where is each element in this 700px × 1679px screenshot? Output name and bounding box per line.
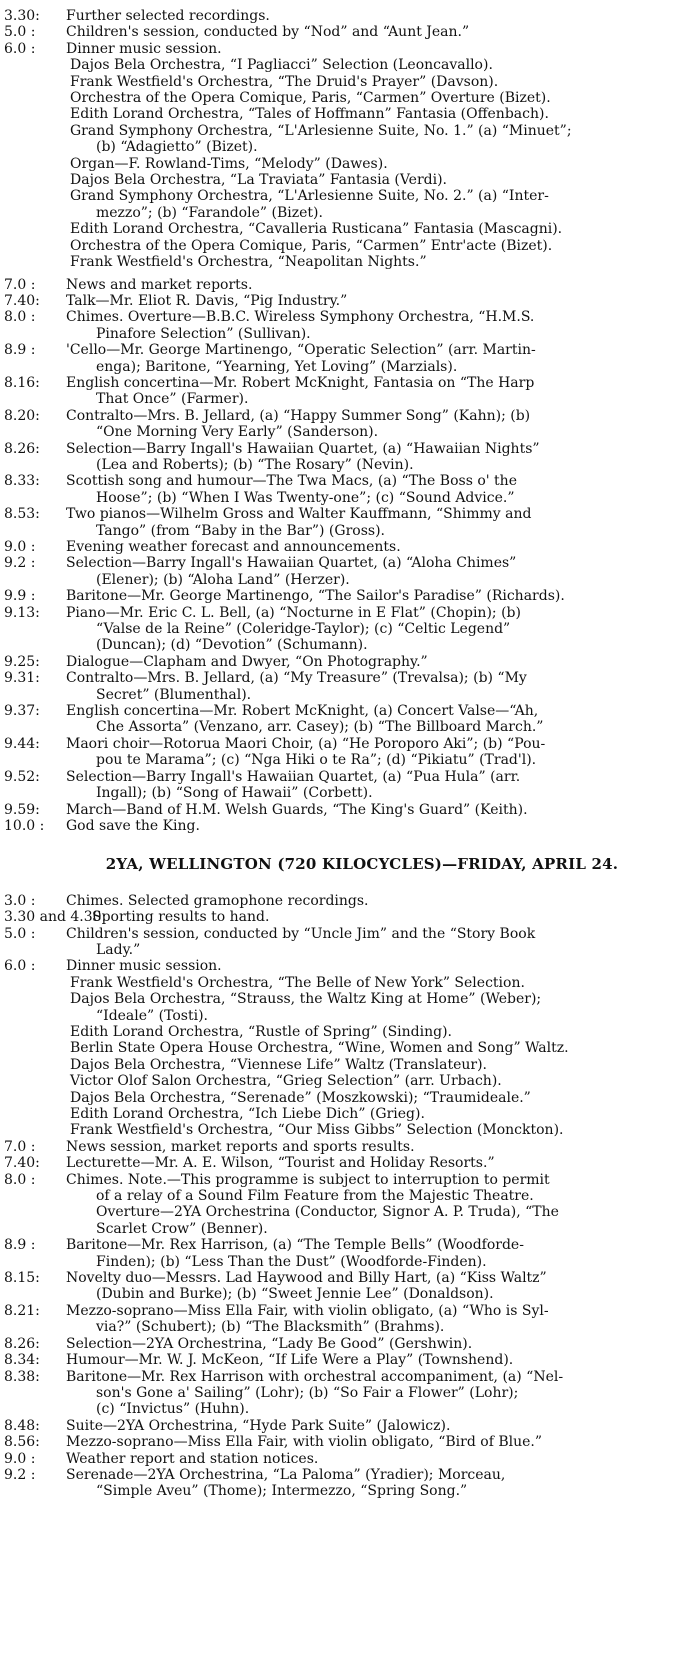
entry-text — [66, 1369, 690, 1418]
entry-time: 8.9 : — [4, 342, 36, 359]
entry-line: News session, market reports and sports results. — [66, 1138, 415, 1155]
entry-line: English concertina—Mr. Robert McKnight, (a) Concert Valse—“Ah, — [66, 703, 539, 720]
entry-line: pou te Marama”; (c) “Nga Hiki o te Ra”; (d) “Pikiatu” (Trad'l). — [96, 752, 537, 769]
entry-line: Chimes. Overture—B.B.C. Wireless Symphony Orchestra, “H.M.S. — [66, 309, 535, 326]
programme-entry — [4, 605, 690, 654]
programme-entry — [4, 1369, 690, 1418]
programme-entry — [4, 41, 690, 271]
entry-line: Lecturette—Mr. A. E. Wilson, “Tourist and Holiday Resorts.” — [66, 1155, 495, 1172]
entry-text — [66, 802, 690, 818]
entry-line: Chimes. Selected gramophone recordings. — [66, 892, 369, 909]
entry-line: Edith Lorand Orchestra, “Cavalleria Rusticana” Fantasia (Mascagni). — [70, 221, 563, 238]
entry-line: Scarlet Crow” (Benner). — [96, 1220, 268, 1237]
entry-time: 3.30 and 4.30: — [4, 909, 107, 926]
programme-entry — [4, 555, 690, 588]
entry-line: Dinner music session. — [66, 40, 222, 57]
entry-time: 9.52: — [4, 768, 40, 785]
entry-line: That Once” (Farmer). — [96, 391, 249, 408]
entry-text — [66, 1172, 690, 1238]
entry-line: Novelty duo—Messrs. Lad Haywood and Billy Hart, (a) “Kiss Waltz” — [66, 1270, 547, 1287]
entry-text — [66, 8, 690, 24]
entry-line: Dajos Bela Orchestra, “Serenade” (Moszkowski); “Traumideale.” — [70, 1089, 531, 1106]
entry-text — [66, 1303, 690, 1336]
entry-line: (Elener); (b) “Aloha Land” (Herzer). — [96, 571, 350, 588]
entry-time: 3.0 : — [4, 892, 36, 909]
programme-section-1yA — [4, 8, 690, 834]
entry-line: Two pianos—Wilhelm Gross and Walter Kauffmann, “Shimmy and — [66, 506, 532, 523]
entry-line: Mezzo-soprano—Miss Ella Fair, with violin obligato, (a) “Who is Syl- — [66, 1302, 549, 1319]
programme-entry — [4, 1434, 690, 1450]
entry-line: Hoose”; (b) “When I Was Twenty-one”; (c) “Sound Advice.” — [96, 489, 515, 506]
entry-line: Talk—Mr. Eliot R. Davis, “Pig Industry.” — [66, 292, 348, 309]
entry-time: 8.33: — [4, 473, 40, 490]
entry-line: Baritone—Mr. Rex Harrison, (a) “The Temple Bells” (Woodforde- — [66, 1237, 524, 1254]
entry-line: Orchestra of the Opera Comique, Paris, “Carmen” Overture (Bizet). — [70, 90, 551, 107]
entry-text — [66, 375, 690, 408]
programme-entry — [4, 408, 690, 441]
entry-text — [66, 473, 690, 506]
programme-entry — [4, 8, 690, 24]
entry-text — [66, 24, 690, 40]
programme-entry — [4, 309, 690, 342]
entry-text — [66, 605, 690, 654]
programme-entry — [4, 654, 690, 670]
programme-entry — [4, 670, 690, 703]
entry-time: 7.40: — [4, 1155, 40, 1172]
entry-time: 9.25: — [4, 653, 40, 670]
programme-section-2ya — [4, 893, 690, 1500]
entry-text — [92, 909, 690, 925]
programme-entry — [4, 1155, 690, 1171]
entry-line: Tango” (from “Baby in the Bar”) (Gross). — [96, 522, 385, 539]
entry-text — [66, 441, 690, 474]
entry-time: 5.0 : — [4, 24, 36, 41]
entry-text — [66, 670, 690, 703]
programme-entry — [4, 1352, 690, 1368]
programme-entry — [4, 703, 690, 736]
entry-text — [66, 1467, 690, 1500]
entry-text — [66, 293, 690, 309]
entry-line: Selection—Barry Ingall's Hawaiian Quartet, (a) “Pua Hula” (arr. — [66, 768, 521, 785]
entry-text — [66, 818, 690, 834]
programme-entry — [4, 1270, 690, 1303]
entry-line: Edith Lorand Orchestra, “Rustle of Spring” (Sinding). — [70, 1023, 452, 1040]
entry-time: 9.44: — [4, 735, 40, 752]
entry-time: 9.0 : — [4, 1450, 36, 1467]
entry-time: 9.31: — [4, 670, 40, 687]
programme-entry — [4, 1418, 690, 1434]
entry-line: Che Assorta” (Venzano, arr. Casey); (b) “The Billboard March.” — [96, 719, 544, 736]
entry-line: Serenade—2YA Orchestrina, “La Paloma” (Yradier); Morceau, — [66, 1466, 506, 1483]
entry-line: News and market reports. — [66, 276, 253, 293]
entry-line: Further selected recordings. — [66, 8, 270, 24]
entry-time: 8.21: — [4, 1302, 40, 1319]
entry-time: 5.0 : — [4, 925, 36, 942]
entry-line: Secret” (Blumenthal). — [96, 686, 252, 703]
entry-line: Baritone—Mr. Rex Harrison with orchestral accompaniment, (a) “Nel- — [66, 1368, 564, 1385]
programme-entry — [4, 818, 690, 834]
programme-entry — [4, 893, 690, 909]
entry-text — [66, 1418, 690, 1434]
entry-line: Sporting results to hand. — [92, 909, 270, 926]
entry-text — [66, 703, 690, 736]
entry-text — [66, 506, 690, 539]
entry-line: (Dubin and Burke); (b) “Sweet Jennie Lee” (Donaldson). — [96, 1286, 494, 1303]
programme-entry — [4, 539, 690, 555]
entry-line: Berlin State Opera House Orchestra, “Wine, Women and Song” Waltz. — [70, 1040, 569, 1057]
entry-time: 8.16: — [4, 374, 40, 391]
entry-time: 7.40: — [4, 292, 40, 309]
entry-line: Children's session, conducted by “Nod” and “Aunt Jean.” — [66, 24, 470, 41]
programme-entry — [4, 1172, 690, 1238]
entry-time: 8.20: — [4, 407, 40, 424]
entry-text — [66, 1336, 690, 1352]
programme-entry — [4, 342, 690, 375]
entry-line: Chimes. Note.—This programme is subject to interruption to permit — [66, 1171, 550, 1188]
entry-line: Frank Westfield's Orchestra, “The Belle of New York” Selection. — [70, 974, 525, 991]
entry-time: 7.0 : — [4, 1138, 36, 1155]
entry-text — [66, 41, 690, 271]
entry-text — [66, 539, 690, 555]
station-heading: 2YA, WELLINGTON (720 KILOCYCLES)—FRIDAY, APRIL 24. — [105, 855, 619, 874]
programme-entry — [4, 506, 690, 539]
programme-entry — [4, 1451, 690, 1467]
entry-line: Organ—F. Rowland-Tims, “Melody” (Dawes). — [70, 155, 388, 172]
entry-time: 9.2 : — [4, 1466, 36, 1483]
programme-entry — [4, 588, 690, 604]
entry-line: Contralto—Mrs. B. Jellard, (a) “Happy Summer Song” (Kahn); (b) — [66, 407, 531, 424]
entry-text — [66, 926, 690, 959]
entry-line: Children's session, conducted by “Uncle Jim” and the “Story Book — [66, 925, 536, 942]
entry-line: Edith Lorand Orchestra, “Tales of Hoffmann” Fantasia (Offenbach). — [70, 106, 549, 123]
entry-time: 7.0 : — [4, 276, 36, 293]
entry-time: 8.56: — [4, 1434, 40, 1451]
entry-time: 8.26: — [4, 440, 40, 457]
entry-line: Dajos Bela Orchestra, “I Pagliacci” Selection (Leoncavallo). — [70, 57, 493, 74]
programme-entry — [4, 375, 690, 408]
entry-time: 6.0 : — [4, 40, 36, 57]
entry-line: via?” (Schubert); (b) “The Blacksmith” (Brahms). — [96, 1319, 445, 1336]
entry-line: Frank Westfield's Orchestra, “Neapolitan Nights.” — [70, 254, 427, 271]
entry-time: 8.0 : — [4, 1171, 36, 1188]
entry-line: Piano—Mr. Eric C. L. Bell, (a) “Nocturne in E Flat” (Chopin); (b) — [66, 604, 521, 621]
entry-line: Dajos Bela Orchestra, “Viennese Life” Waltz (Translateur). — [70, 1056, 487, 1073]
entry-line: Suite—2YA Orchestrina, “Hyde Park Suite” (Jalowicz). — [66, 1417, 451, 1434]
entry-line: (Lea and Roberts); (b) “The Rosary” (Nevin). — [96, 456, 414, 473]
entry-time: 9.13: — [4, 604, 40, 621]
entry-text — [66, 277, 690, 293]
entry-time: 10.0 : — [4, 817, 45, 834]
programme-entry — [4, 24, 690, 40]
entry-line: Frank Westfield's Orchestra, “Our Miss Gibbs” Selection (Monckton). — [70, 1122, 564, 1139]
entry-time: 9.9 : — [4, 588, 36, 605]
entry-line: enga); Baritone, “Yearning, Yet Loving” (Marzials). — [96, 358, 458, 375]
entry-line: God save the King. — [66, 817, 200, 834]
entry-text — [66, 769, 690, 802]
entry-line: Weather report and station notices. — [66, 1450, 319, 1467]
entry-line: Grand Symphony Orchestra, “L'Arlesienne Suite, No. 2.” (a) “Inter- — [70, 188, 549, 205]
programme-entry — [4, 277, 690, 293]
entry-line: Maori choir—Rotorua Maori Choir, (a) “He Poroporo Aki”; (b) “Pou- — [66, 735, 546, 752]
entry-text — [66, 1434, 690, 1450]
entry-text — [66, 736, 690, 769]
entry-line: 'Cello—Mr. George Martinengo, “Operatic Selection” (arr. Martin- — [66, 342, 536, 359]
entry-line: Evening weather forecast and announcements. — [66, 539, 401, 555]
entry-line: Contralto—Mrs. B. Jellard, (a) “My Treasure” (Trevalsa); (b) “My — [66, 670, 527, 687]
entry-text — [66, 309, 690, 342]
entry-time: 8.38: — [4, 1368, 40, 1385]
entry-time: 8.34: — [4, 1352, 40, 1369]
programme-entry — [4, 1467, 690, 1500]
entry-line: Ingall); (b) “Song of Hawaii” (Corbett). — [96, 785, 373, 802]
entry-line: Baritone—Mr. George Martinengo, “The Sailor's Paradise” (Richards). — [66, 588, 565, 605]
programme-entry — [4, 293, 690, 309]
programme-entry — [4, 1303, 690, 1336]
programme-entry — [4, 802, 690, 818]
entry-line: “Simple Aveu” (Thome); Intermezzo, “Spring Song.” — [96, 1483, 468, 1500]
entry-time: 6.0 : — [4, 958, 36, 975]
entry-line: Pinafore Selection” (Sullivan). — [96, 325, 311, 342]
entry-line: son's Gone a' Sailing” (Lohr); (b) “So Fair a Flower” (Lohr); — [96, 1384, 519, 1401]
entry-line: (Duncan); (d) “Devotion” (Schumann). — [96, 637, 368, 654]
entry-line: Edith Lorand Orchestra, “Ich Liebe Dich” (Grieg). — [70, 1106, 425, 1122]
entry-text — [66, 408, 690, 441]
entry-time: 8.53: — [4, 506, 40, 523]
entry-text — [66, 1451, 690, 1467]
entry-line: “One Morning Very Early” (Sanderson). — [96, 424, 379, 441]
entry-line: English concertina—Mr. Robert McKnight, Fantasia on “The Harp — [66, 374, 535, 391]
entry-text — [66, 958, 690, 1138]
entry-time: 8.0 : — [4, 309, 36, 326]
entry-line: Selection—2YA Orchestrina, “Lady Be Good” (Gershwin). — [66, 1335, 473, 1352]
entry-text — [66, 1352, 690, 1368]
programme-entry — [4, 769, 690, 802]
entry-line: Finden); (b) “Less Than the Dust” (Woodforde-Finden). — [96, 1253, 487, 1270]
entry-time: 8.26: — [4, 1335, 40, 1352]
entry-line: Dajos Bela Orchestra, “Strauss, the Waltz King at Home” (Weber); — [70, 991, 542, 1008]
entry-text — [66, 893, 690, 909]
entry-line: Overture—2YA Orchestrina (Conductor, Signor A. P. Truda), “The — [96, 1204, 559, 1221]
entry-line: (c) “Invictus” (Huhn). — [96, 1401, 250, 1418]
entry-line: Frank Westfield's Orchestra, “The Druid's Prayer” (Davson). — [70, 73, 499, 90]
entry-text — [66, 1155, 690, 1171]
programme-entry — [4, 926, 690, 959]
entry-line: Lady.” — [96, 941, 141, 958]
entry-time: 8.15: — [4, 1270, 40, 1287]
entry-line: Selection—Barry Ingall's Hawaiian Quartet, (a) “Hawaiian Nights” — [66, 440, 540, 457]
entry-line: Dajos Bela Orchestra, “La Traviata” Fantasia (Verdi). — [70, 172, 448, 189]
entry-time: 9.37: — [4, 703, 40, 720]
programme-entry — [4, 1237, 690, 1270]
entry-line: March—Band of H.M. Welsh Guards, “The King's Guard” (Keith). — [66, 801, 528, 818]
entry-text — [66, 555, 690, 588]
entry-time: 3.30: — [4, 8, 40, 24]
entry-time: 9.2 : — [4, 555, 36, 572]
entry-text — [66, 1237, 690, 1270]
entry-text — [66, 342, 690, 375]
entry-line: Humour—Mr. W. J. McKeon, “If Life Were a Play” (Townshend). — [66, 1352, 514, 1369]
entry-line: “Valse de la Reine” (Coleridge-Taylor); (c) “Celtic Legend” — [96, 621, 511, 638]
entry-line: mezzo”; (b) “Farandole” (Bizet). — [96, 204, 323, 221]
programme-entry — [4, 473, 690, 506]
entry-line: (b) “Adagietto” (Bizet). — [96, 139, 258, 156]
entry-text — [66, 588, 690, 604]
entry-time: 8.9 : — [4, 1237, 36, 1254]
entry-line: Selection—Barry Ingall's Hawaiian Quartet, (a) “Aloha Chimes” — [66, 555, 517, 572]
entry-line: Dialogue—Clapham and Dwyer, “On Photography.” — [66, 653, 428, 670]
entry-text — [66, 654, 690, 670]
entry-line: of a relay of a Sound Film Feature from the Majestic Theatre. — [96, 1188, 534, 1205]
programme-entry — [4, 1139, 690, 1155]
entry-line: Victor Olof Salon Orchestra, “Grieg Selection” (arr. Urbach). — [70, 1073, 502, 1090]
entry-line: Dinner music session. — [66, 958, 222, 975]
entry-text — [66, 1139, 690, 1155]
entry-line: Mezzo-soprano—Miss Ella Fair, with violin obligato, “Bird of Blue.” — [66, 1434, 542, 1451]
entry-line: Orchestra of the Opera Comique, Paris, “Carmen” Entr'acte (Bizet). — [70, 237, 553, 254]
entry-time: 9.0 : — [4, 539, 36, 555]
programme-entry — [4, 736, 690, 769]
entry-line: “Ideale” (Tosti). — [96, 1007, 208, 1024]
entry-text — [66, 1270, 690, 1303]
programme-entry — [4, 958, 690, 1138]
entry-time: 9.59: — [4, 801, 40, 818]
programme-entry — [4, 909, 690, 925]
entry-line: Scottish song and humour—The Twa Macs, (a) “The Boss o' the — [66, 473, 517, 490]
programme-entry — [4, 441, 690, 474]
entry-time: 8.48: — [4, 1417, 40, 1434]
programme-entry — [4, 1336, 690, 1352]
entry-line: Grand Symphony Orchestra, “L'Arlesienne Suite, No. 1.” (a) “Minuet”; — [70, 122, 572, 139]
